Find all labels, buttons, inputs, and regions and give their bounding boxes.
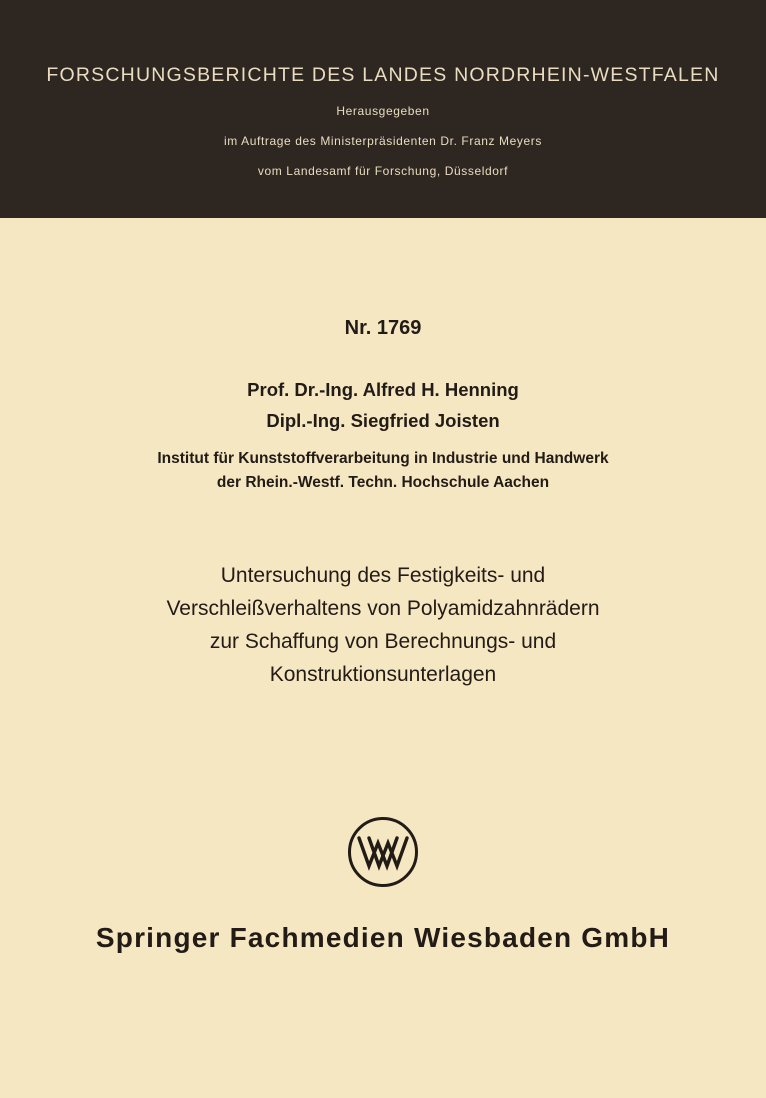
title-line-3: zur Schaffung von Berechnungs- und: [209, 630, 557, 653]
institute-line-1: Institut für Kunststoffverarbeitung in Industrie und Handwerk: [157, 450, 609, 467]
report-number: Nr. 1769: [344, 317, 422, 339]
series-title: FORSCHUNGSBERICHTE DES LANDES NORDRHEIN-WESTFALEN: [46, 64, 720, 86]
title-line-1: Untersuchung des Festigkeits- und: [220, 564, 546, 587]
springer-ww-emblem-icon: [347, 816, 419, 888]
editor-line: Herausgegeben: [336, 104, 430, 118]
publisher-name: Springer Fachmedien Wiesbaden GmbH: [95, 922, 671, 953]
institute-line-2: der Rhein.-Westf. Techn. Hochschule Aachen: [216, 474, 550, 491]
author-1: Prof. Dr.-Ing. Alfred H. Henning: [247, 379, 519, 400]
office-line: vom Landesamf für Forschung, Düsseldorf: [257, 164, 509, 178]
series-header-band: [0, 0, 766, 218]
title-line-2: Verschleißverhaltens von Polyamidzahnrädern: [166, 597, 600, 620]
author-2: Dipl.-Ing. Siegfried Joisten: [266, 410, 500, 431]
commission-line: im Auftrage des Ministerpräsidenten Dr. Franz Meyers: [224, 134, 542, 148]
title-line-4: Konstruktionsunterlagen: [269, 663, 497, 686]
